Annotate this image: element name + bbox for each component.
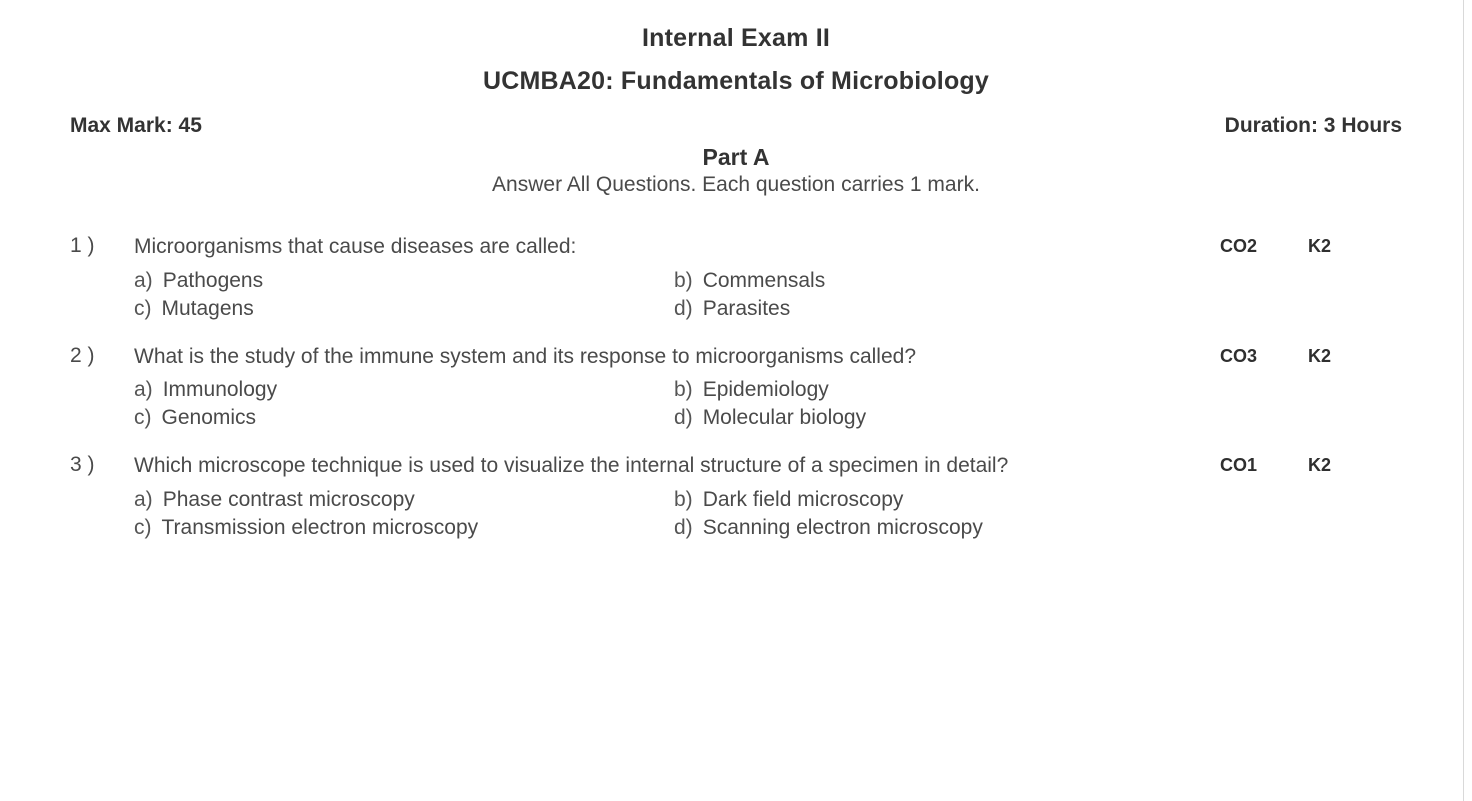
option-label: d)	[674, 516, 693, 540]
option-label: c)	[134, 516, 152, 540]
option-text: Molecular biology	[702, 406, 867, 430]
question-options	[70, 269, 1402, 321]
question-header	[70, 452, 1402, 480]
option-text: Phase contrast microscopy	[162, 488, 415, 512]
option-row	[134, 406, 1402, 430]
option-text: Scanning electron microscopy	[702, 516, 983, 540]
option-row	[134, 269, 1402, 293]
part-heading: Part A	[702, 144, 770, 170]
max-mark-label: Max Mark: 45	[70, 114, 202, 137]
option-text: Immunology	[162, 378, 278, 402]
option-a[interactable]	[134, 378, 674, 402]
question-k-level: K2	[1308, 236, 1332, 256]
page-right-edge-strip	[1463, 0, 1472, 801]
option-text: Mutagens	[161, 296, 254, 320]
option-text: Transmission electron microscopy	[161, 516, 479, 540]
question-number: 1 )	[70, 234, 95, 257]
option-b[interactable]	[674, 378, 1214, 402]
option-a[interactable]	[134, 488, 674, 512]
exam-title: Internal Exam II	[642, 24, 830, 52]
option-text: Genomics	[161, 406, 257, 430]
course-title: UCMBA20: Fundamentals of Microbiology	[482, 67, 990, 95]
question-block	[70, 233, 1402, 321]
option-label: c)	[134, 296, 152, 320]
option-a[interactable]	[134, 269, 674, 293]
option-text: Epidemiology	[702, 378, 829, 402]
option-label: b)	[674, 488, 693, 512]
question-header	[70, 233, 1402, 261]
question-k-level: K2	[1308, 455, 1332, 476]
exam-meta-row	[70, 114, 1402, 138]
option-d[interactable]	[674, 297, 1214, 321]
option-row	[134, 378, 1402, 402]
question-text: Microorganisms that cause diseases are called:	[134, 235, 577, 258]
option-row	[134, 488, 1402, 512]
option-label: a)	[134, 488, 153, 512]
option-row	[134, 516, 1402, 540]
question-text: Which microscope technique is used to visualize the internal structure of a specimen in detail?	[134, 454, 1009, 478]
question-number: 3 )	[70, 453, 95, 477]
option-row	[134, 297, 1402, 321]
question-co-code: CO3	[1220, 345, 1258, 366]
question-block	[70, 343, 1402, 431]
option-b[interactable]	[674, 269, 1214, 293]
question-k-level: K2	[1308, 345, 1332, 366]
option-c[interactable]	[134, 516, 674, 540]
option-label: a)	[134, 268, 153, 292]
option-d[interactable]	[674, 516, 1214, 540]
option-b[interactable]	[674, 488, 1214, 512]
option-label: b)	[674, 268, 693, 292]
question-options	[70, 378, 1402, 430]
duration-label: Duration: 3 Hours	[1224, 114, 1402, 137]
option-label: b)	[674, 378, 693, 402]
question-options	[70, 488, 1402, 540]
option-text: Commensals	[702, 268, 826, 292]
question-block	[70, 452, 1402, 540]
question-text: What is the study of the immune system and its response to microorganisms called?	[134, 344, 917, 368]
option-label: d)	[674, 406, 693, 430]
option-c[interactable]	[134, 406, 674, 430]
option-label: c)	[134, 406, 152, 430]
option-text: Dark field microscopy	[702, 488, 904, 512]
option-text: Pathogens	[162, 268, 264, 292]
question-co-code: CO2	[1220, 236, 1258, 256]
option-label: a)	[134, 378, 153, 402]
question-header	[70, 343, 1402, 371]
option-d[interactable]	[674, 406, 1214, 430]
option-c[interactable]	[134, 297, 674, 321]
question-number: 2 )	[70, 343, 95, 367]
option-label: d)	[674, 296, 693, 320]
part-instruction: Answer All Questions. Each question carries 1 mark.	[492, 173, 980, 196]
question-co-code: CO1	[1220, 455, 1258, 476]
option-text: Parasites	[702, 296, 791, 320]
